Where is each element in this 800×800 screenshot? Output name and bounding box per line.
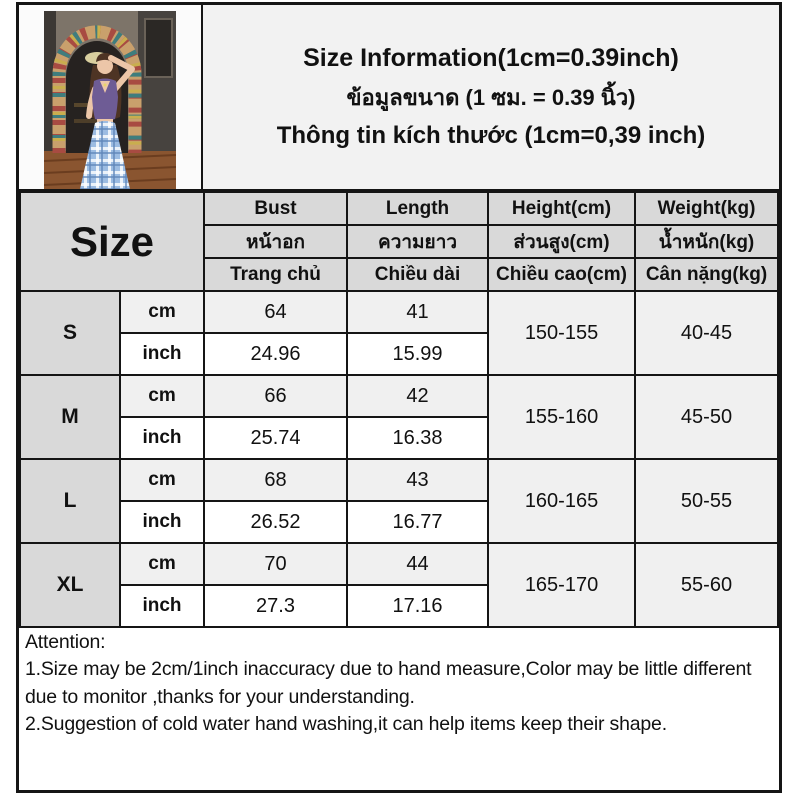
table-row-s-cm <box>20 291 778 333</box>
m-bust-cm: 66 <box>204 375 347 417</box>
xl-weight-range: 55-60 <box>635 543 778 627</box>
col-length-th: ความยาว <box>347 225 488 258</box>
col-weight-th: น้ำหนัก(kg) <box>635 225 778 258</box>
unit-inch-label: inch <box>120 585 204 627</box>
s-length-inch: 15.99 <box>347 333 488 375</box>
header-row <box>19 5 779 191</box>
attention-note-2: 2.Suggestion of cold water hand washing,it can help items keep their shape. <box>25 712 667 735</box>
col-length-vi: Chiều dài <box>347 258 488 291</box>
photo-cell <box>19 5 203 189</box>
unit-cm-label: cm <box>120 375 204 417</box>
unit-inch-label: inch <box>120 417 204 459</box>
title-english: Size Information(1cm=0.39inch) <box>303 44 679 72</box>
m-length-inch: 16.38 <box>347 417 488 459</box>
xl-bust-inch: 27.3 <box>204 585 347 627</box>
table-row-xl-cm <box>20 543 778 585</box>
s-weight-range: 40-45 <box>635 291 778 375</box>
model-photo <box>44 11 176 189</box>
col-bust-en: Bust <box>204 192 347 225</box>
s-bust-inch: 24.96 <box>204 333 347 375</box>
col-height-th: ส่วนสูง(cm) <box>488 225 635 258</box>
l-bust-cm: 68 <box>204 459 347 501</box>
size-s-label: S <box>20 291 120 375</box>
size-xl-label: XL <box>20 543 120 627</box>
attention-title: Attention: <box>25 631 106 653</box>
table-row-m-cm <box>20 375 778 417</box>
unit-cm-label: cm <box>120 291 204 333</box>
xl-bust-cm: 70 <box>204 543 347 585</box>
col-bust-th: หน้าอก <box>204 225 347 258</box>
title-thai: ข้อมูลขนาด (1 ซม. = 0.39 นิ้ว) <box>346 85 636 110</box>
s-length-cm: 41 <box>347 291 488 333</box>
size-l-label: L <box>20 459 120 543</box>
s-bust-cm: 64 <box>204 291 347 333</box>
l-height-range: 160-165 <box>488 459 635 543</box>
col-height-vi: Chiều cao(cm) <box>488 258 635 291</box>
col-weight-vi: Cân nặng(kg) <box>635 258 778 291</box>
xl-length-cm: 44 <box>347 543 488 585</box>
xl-height-range: 165-170 <box>488 543 635 627</box>
attention-section <box>19 628 779 790</box>
size-info-title <box>203 5 779 189</box>
l-length-inch: 16.77 <box>347 501 488 543</box>
size-m-label: M <box>20 375 120 459</box>
unit-cm-label: cm <box>120 459 204 501</box>
l-bust-inch: 26.52 <box>204 501 347 543</box>
attention-note-1: 1.Size may be 2cm/1inch inaccuracy due to hand measure,Color may be little different due to monitor ,thanks for your understanding. <box>25 658 752 708</box>
m-weight-range: 45-50 <box>635 375 778 459</box>
unit-cm-label: cm <box>120 543 204 585</box>
unit-inch-label: inch <box>120 333 204 375</box>
col-weight-en: Weight(kg) <box>635 192 778 225</box>
m-height-range: 155-160 <box>488 375 635 459</box>
col-length-en: Length <box>347 192 488 225</box>
size-table <box>19 191 779 628</box>
m-bust-inch: 25.74 <box>204 417 347 459</box>
col-bust-vi: Trang chủ <box>204 258 347 291</box>
l-length-cm: 43 <box>347 459 488 501</box>
l-weight-range: 50-55 <box>635 459 778 543</box>
title-vietnamese: Thông tin kích thước (1cm=0,39 inch) <box>276 122 706 149</box>
unit-inch-label: inch <box>120 501 204 543</box>
s-height-range: 150-155 <box>488 291 635 375</box>
xl-length-inch: 17.16 <box>347 585 488 627</box>
m-length-cm: 42 <box>347 375 488 417</box>
size-header: Size <box>20 192 204 291</box>
table-row-l-cm <box>20 459 778 501</box>
col-height-en: Height(cm) <box>488 192 635 225</box>
size-chart-sheet <box>16 2 782 793</box>
